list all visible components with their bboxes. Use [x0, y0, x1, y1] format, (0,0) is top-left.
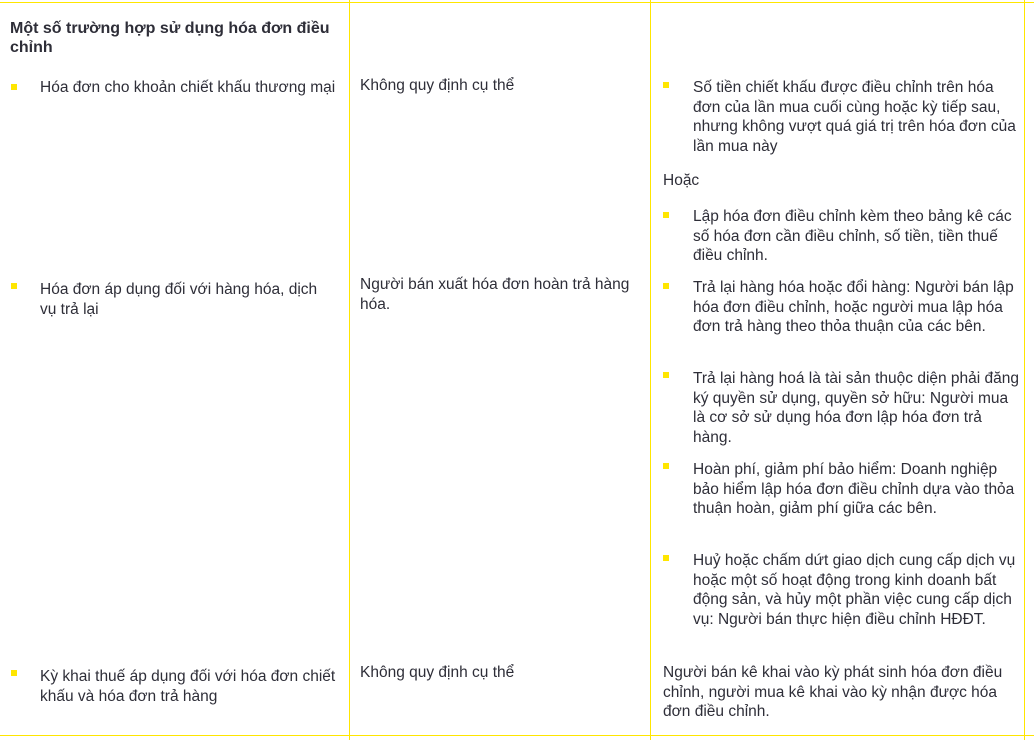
bullet-icon: [663, 463, 669, 469]
column-divider-2: [650, 0, 651, 740]
table-top-border: [0, 2, 1034, 3]
regulation-text: Không quy định cụ thể: [360, 664, 515, 681]
case-label: Hóa đơn áp dụng đối với hàng hóa, dịch vụ trả lại: [40, 281, 318, 318]
detail-text: Người bán kê khai vào kỳ phát sinh hóa đơn điều chỉnh, người mua kê khai vào kỳ nhận được hóa đơn điều chỉnh.: [663, 664, 1003, 720]
detail-text: Trả lại hàng hoá là tài sản thuộc diện phải đăng ký quyền sử dụng, quyền sở hữu: Người mua là cơ sở sử dụng hóa đơn lập hóa đơn trả hàng.: [693, 370, 1020, 446]
bullet-icon: [663, 283, 669, 289]
bullet-icon: [663, 82, 669, 88]
detail-text: Trả lại hàng hóa hoặc đổi hàng: Người bán lập hóa đơn điều chỉnh, hoặc người mua lập hóa đơn trả hàng theo thỏa thuận của các bên.: [693, 279, 1014, 335]
bullet-icon: [11, 84, 17, 90]
column-divider-1: [349, 0, 350, 740]
case-label: Hóa đơn cho khoản chiết khấu thương mại: [40, 79, 336, 96]
table-right-border: [1024, 0, 1025, 740]
bullet-icon: [11, 283, 17, 289]
bullet-icon: [663, 555, 669, 561]
bullet-icon: [11, 670, 17, 676]
detail-text: Lập hóa đơn điều chỉnh kèm theo bảng kê các số hóa đơn cần điều chỉnh, số tiền, tiền thuế điều chỉnh.: [693, 208, 1012, 264]
detail-text: Huỷ hoặc chấm dứt giao dịch cung cấp dịch vụ hoặc một số hoạt động trong kinh doanh bất động sản, và hủy một phần việc cung cấp dịch vụ: Người bán thực hiện điều chỉnh HĐĐT.: [693, 552, 1016, 628]
case-label: Kỳ khai thuế áp dụng đối với hóa đơn chiết khấu và hóa đơn trả hàng: [40, 668, 336, 705]
bullet-icon: [663, 372, 669, 378]
section-title: Một số trường hợp sử dụng hóa đơn điều chỉnh: [10, 20, 330, 56]
detail-connector: Hoặc: [663, 172, 700, 189]
regulation-text: Người bán xuất hóa đơn hoàn trả hàng hóa.: [360, 276, 630, 313]
detail-text: Hoàn phí, giảm phí bảo hiểm: Doanh nghiệp bảo hiểm lập hóa đơn điều chỉnh dựa vào thỏa thuận hoàn, giảm phí giữa các bên.: [693, 461, 1015, 517]
bullet-icon: [663, 212, 669, 218]
regulation-text: Không quy định cụ thể: [360, 77, 515, 94]
detail-text: Số tiền chiết khấu được điều chỉnh trên hóa đơn của lần mua cuối cùng hoặc kỳ tiếp sau, nhưng không vượt quá giá trị trên hóa đơn của lần mua này: [693, 79, 1016, 155]
table-bottom-border: [0, 735, 1034, 736]
